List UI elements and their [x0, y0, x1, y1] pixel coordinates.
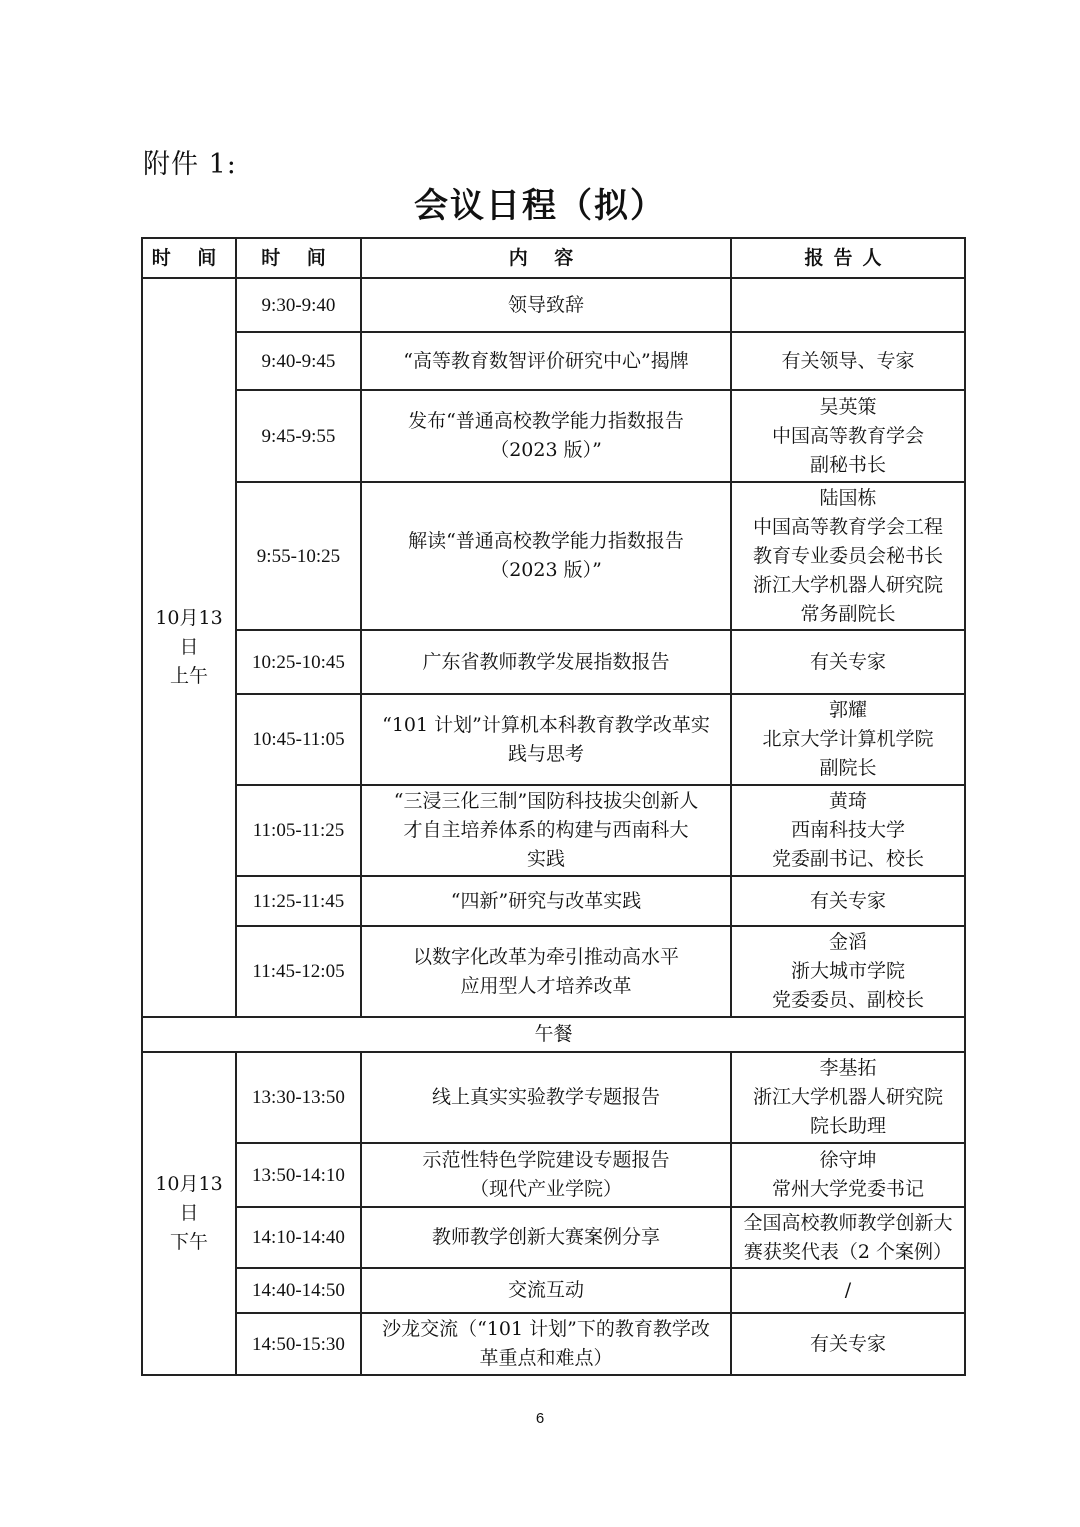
time-cell: 13:30-13:50 — [236, 1052, 361, 1143]
cell-line: “三浸三化三制”国防科技拔尖创新人 — [393, 790, 699, 812]
cell-line: 交流互动 — [507, 1279, 584, 1301]
cell-line: 金滔 — [828, 931, 867, 953]
cell-line: 李基拓 — [819, 1057, 877, 1079]
content-cell — [361, 1143, 731, 1207]
time-cell: 9:45-9:55 — [236, 390, 361, 482]
cell-line: 解读“普通高校教学能力指数报告 — [408, 530, 684, 552]
cell-line: 革重点和难点） — [479, 1347, 613, 1369]
cell-line: 吴英策 — [819, 395, 877, 418]
lunch-cell: 午餐 — [142, 1017, 965, 1052]
cell-line: 浙大城市学院 — [790, 960, 905, 982]
cell-line: 以数字化改革为牵引推动高水平 — [412, 945, 679, 968]
page-number: 6 — [535, 1410, 545, 1427]
page-title: 会议日程（拟） — [414, 186, 666, 226]
cell-line: 教育专业委员会秘书长 — [752, 544, 943, 567]
header-content: 内 容 — [361, 238, 731, 278]
time-cell: 10:45-11:05 — [236, 694, 361, 785]
table-row — [142, 876, 965, 926]
content-cell — [361, 1207, 731, 1268]
header-date: 时 间 — [142, 238, 236, 278]
cell-line: 有关专家 — [809, 1332, 886, 1355]
cell-line: 浙江大学机器人研究院 — [752, 1086, 943, 1108]
speaker-cell — [731, 1207, 965, 1268]
cell-line: 领导致辞 — [507, 293, 584, 316]
attachment-label: 附件 1: — [143, 149, 237, 180]
cell-line: 副院长 — [819, 757, 877, 779]
afternoon-date-cell — [142, 1052, 236, 1375]
speaker-cell — [731, 1052, 965, 1143]
content-cell — [361, 1268, 731, 1313]
cell-line: 西南科技大学 — [790, 819, 905, 841]
cell-line: 实践 — [526, 848, 565, 870]
cell-line: 中国高等教育学会 — [771, 424, 924, 447]
content-cell — [361, 926, 731, 1017]
date-line: 10月13日 — [155, 607, 223, 658]
cell-line: 副秘书长 — [809, 453, 886, 476]
table-row — [142, 332, 965, 390]
speaker-cell — [731, 1268, 965, 1313]
cell-line: 常务副院长 — [800, 602, 896, 625]
time-cell: 10:25-10:45 — [236, 630, 361, 694]
date-line: 下午 — [169, 1231, 208, 1253]
table-row — [142, 926, 965, 1017]
table-row — [142, 1268, 965, 1313]
content-cell — [361, 332, 731, 390]
content-cell — [361, 694, 731, 785]
content-cell — [361, 390, 731, 482]
speaker-cell — [731, 1313, 965, 1375]
cell-line: 院长助理 — [809, 1115, 886, 1137]
cell-line: 示范性特色学院建设专题报告 — [422, 1149, 670, 1171]
speaker-cell — [731, 278, 965, 332]
content-cell — [361, 278, 731, 332]
table-row — [142, 278, 965, 332]
time-cell: 14:10-14:40 — [236, 1207, 361, 1268]
table-row — [142, 694, 965, 785]
content-cell — [361, 630, 731, 694]
speaker-cell — [731, 390, 965, 482]
speaker-cell — [731, 785, 965, 876]
table-row — [142, 390, 965, 482]
cell-line: “四新”研究与改革实践 — [450, 889, 642, 912]
cell-line: 才自主培养体系的构建与西南科大 — [403, 819, 689, 841]
header-row — [142, 238, 965, 278]
content-cell — [361, 785, 731, 876]
lunch-row — [142, 1017, 965, 1052]
cell-line: 赛获奖代表（2 个案例） — [743, 1240, 953, 1263]
speaker-cell — [731, 926, 965, 1017]
time-cell: 13:50-14:10 — [236, 1143, 361, 1207]
time-cell: 11:05-11:25 — [236, 785, 361, 876]
cell-line: 全国高校教师教学创新大 — [743, 1211, 953, 1234]
content-cell — [361, 482, 731, 630]
cell-line: 浙江大学机器人研究院 — [752, 573, 943, 596]
time-cell: 11:45-12:05 — [236, 926, 361, 1017]
cell-line: 北京大学计算机学院 — [762, 728, 934, 750]
cell-line: 有关专家 — [809, 889, 886, 912]
content-cell — [361, 1313, 731, 1375]
speaker-cell — [731, 630, 965, 694]
date-line: 上午 — [169, 665, 208, 687]
cell-line: 应用型人才培养改革 — [460, 974, 632, 997]
table-row — [142, 1313, 965, 1375]
time-cell: 14:50-15:30 — [236, 1313, 361, 1375]
cell-line: （2023 版）” — [490, 439, 602, 461]
cell-line: 徐守坤 — [819, 1149, 877, 1171]
speaker-cell — [731, 1143, 965, 1207]
cell-line: “101 计划”计算机本科教育教学改革实 — [382, 713, 710, 736]
speaker-cell — [731, 694, 965, 785]
time-cell: 9:55-10:25 — [236, 482, 361, 630]
content-cell — [361, 876, 731, 926]
cell-line: 践与思考 — [507, 742, 584, 765]
cell-line: 党委委员、副校长 — [771, 989, 924, 1011]
cell-line: 有关专家 — [809, 650, 886, 673]
date-line: 10月13日 — [155, 1173, 223, 1224]
speaker-cell — [731, 482, 965, 630]
time-cell: 11:25-11:45 — [236, 876, 361, 926]
table-row — [142, 630, 965, 694]
cell-line: 常州大学党委书记 — [771, 1178, 924, 1200]
header-speaker: 报告人 — [731, 238, 965, 278]
time-cell: 14:40-14:50 — [236, 1268, 361, 1313]
time-cell: 9:30-9:40 — [236, 278, 361, 332]
cell-line: 线上真实实验教学专题报告 — [431, 1086, 660, 1108]
cell-line: 郭耀 — [828, 699, 867, 721]
table-row — [142, 1207, 965, 1268]
table-row — [142, 785, 965, 876]
cell-line: 有关领导、专家 — [781, 349, 915, 372]
cell-line: 陆国栋 — [819, 486, 877, 509]
table-row — [142, 1143, 965, 1207]
time-cell: 9:40-9:45 — [236, 332, 361, 390]
cell-line: / — [844, 1279, 852, 1301]
cell-line: （现代产业学院） — [469, 1178, 622, 1200]
cell-line: 广东省教师教学发展指数报告 — [422, 650, 670, 673]
cell-line: 党委副书记、校长 — [771, 848, 924, 870]
speaker-cell — [731, 332, 965, 390]
schedule-table — [141, 237, 966, 1376]
cell-line: 黄琦 — [828, 790, 867, 812]
cell-line: 教师教学创新大赛案例分享 — [431, 1226, 660, 1248]
cell-line: 沙龙交流（“101 计划”下的教育教学改 — [382, 1318, 710, 1340]
content-cell — [361, 1052, 731, 1143]
cell-line: 中国高等教育学会工程 — [752, 515, 943, 538]
morning-date-cell — [142, 278, 236, 1017]
header-time: 时 间 — [236, 238, 361, 278]
table-row — [142, 482, 965, 630]
cell-line: （2023 版）” — [490, 559, 602, 581]
cell-line: 发布“普通高校教学能力指数报告 — [408, 410, 684, 432]
table-row — [142, 1052, 965, 1143]
speaker-cell — [731, 876, 965, 926]
cell-line: “高等教育数智评价研究中心”揭牌 — [403, 349, 689, 372]
